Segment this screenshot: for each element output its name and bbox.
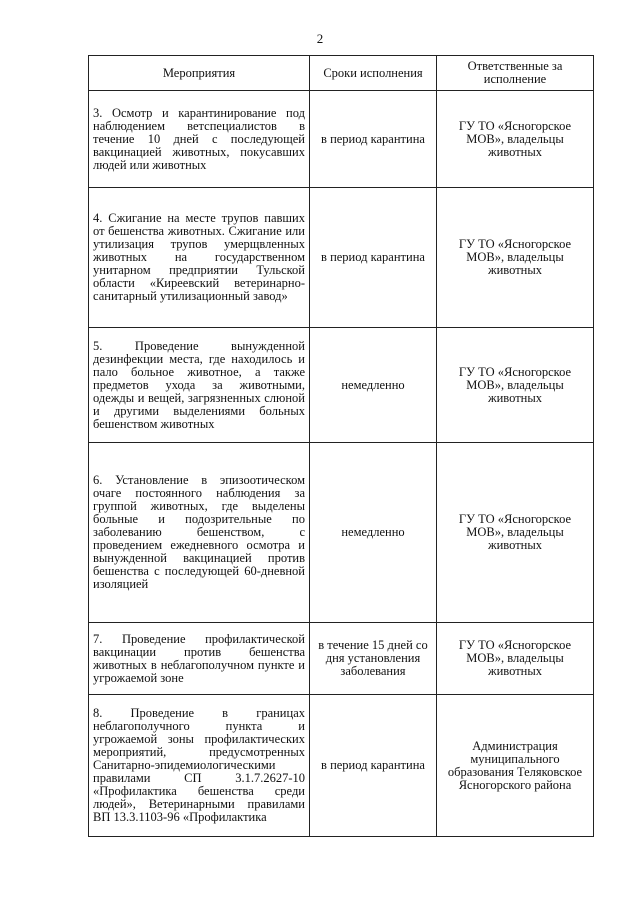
table-row [89,695,594,837]
responsible-cell: ГУ ТО «Ясногорское МОВ», владельцы животных [437,443,594,623]
table-row [89,623,594,695]
responsible-cell: ГУ ТО «Ясногорское МОВ», владельцы животных [437,188,594,328]
header-activities: Мероприятия [89,56,310,91]
timing-cell: в течение 15 дней со дня установления заболевания [310,623,437,695]
activity-cell: 5. Проведение вынужденной дезинфекции места, где находилось и пало больное животное, а также предметов ухода за животными, одежды и вещей, загрязненных слюной и другими выделениями больных бешенством животных [89,328,310,443]
table-row [89,328,594,443]
responsible-cell: ГУ ТО «Ясногорское МОВ», владельцы животных [437,91,594,188]
activity-cell: 3. Осмотр и карантинирование под наблюдением ветспециалистов в течение 10 дней с последующей вакцинацией животных, покусавших людей или животных [89,91,310,188]
table-row [89,443,594,623]
table-row [89,91,594,188]
activity-cell: 8. Проведение в границах неблагополучного пункта и угрожаемой зоны профилактических мероприятий, предусмотренных Санитарно-эпидемиологическими правилами СП 3.1.7.2627-10 «Профилактика бешенства среди людей», Ветеринарными правилами ВП 13.3.1103-96 «Профилактика [89,695,310,837]
responsible-cell: ГУ ТО «Ясногорское МОВ», владельцы животных [437,328,594,443]
timing-cell: в период карантина [310,695,437,837]
header-timing: Сроки исполнения [310,56,437,91]
timing-cell: немедленно [310,443,437,623]
timing-cell: в период карантина [310,91,437,188]
responsible-cell: Администрация муниципального образования Теляковское Ясногорского района [437,695,594,837]
activity-cell: 4. Сжигание на месте трупов павших от бешенства животных. Сжигание или утилизация трупов умерщвленных животных на государственном унитарном предприятии Тульской области «Киреевский ветеринарно-санитарный утилизационный завод» [89,188,310,328]
table-row [89,188,594,328]
header-responsible: Ответственные за исполнение [437,56,594,91]
activity-cell: 7. Проведение профилактической вакцинации против бешенства животных в неблагополучном пункте и угрожаемой зоне [89,623,310,695]
activity-cell: 6. Установление в эпизоотическом очаге постоянного наблюдения за группой животных, где выделены больные и подозрительные по заболеванию бешенством, с проведением ежедневного осмотра и вынужденной вакцинацией против бешенства с последующей 60-дневной изоляцией [89,443,310,623]
measures-table [88,55,594,837]
table-header-row [89,56,594,91]
page-number: 2 [316,31,324,46]
responsible-cell: ГУ ТО «Ясногорское МОВ», владельцы животных [437,623,594,695]
timing-cell: немедленно [310,328,437,443]
timing-cell: в период карантина [310,188,437,328]
